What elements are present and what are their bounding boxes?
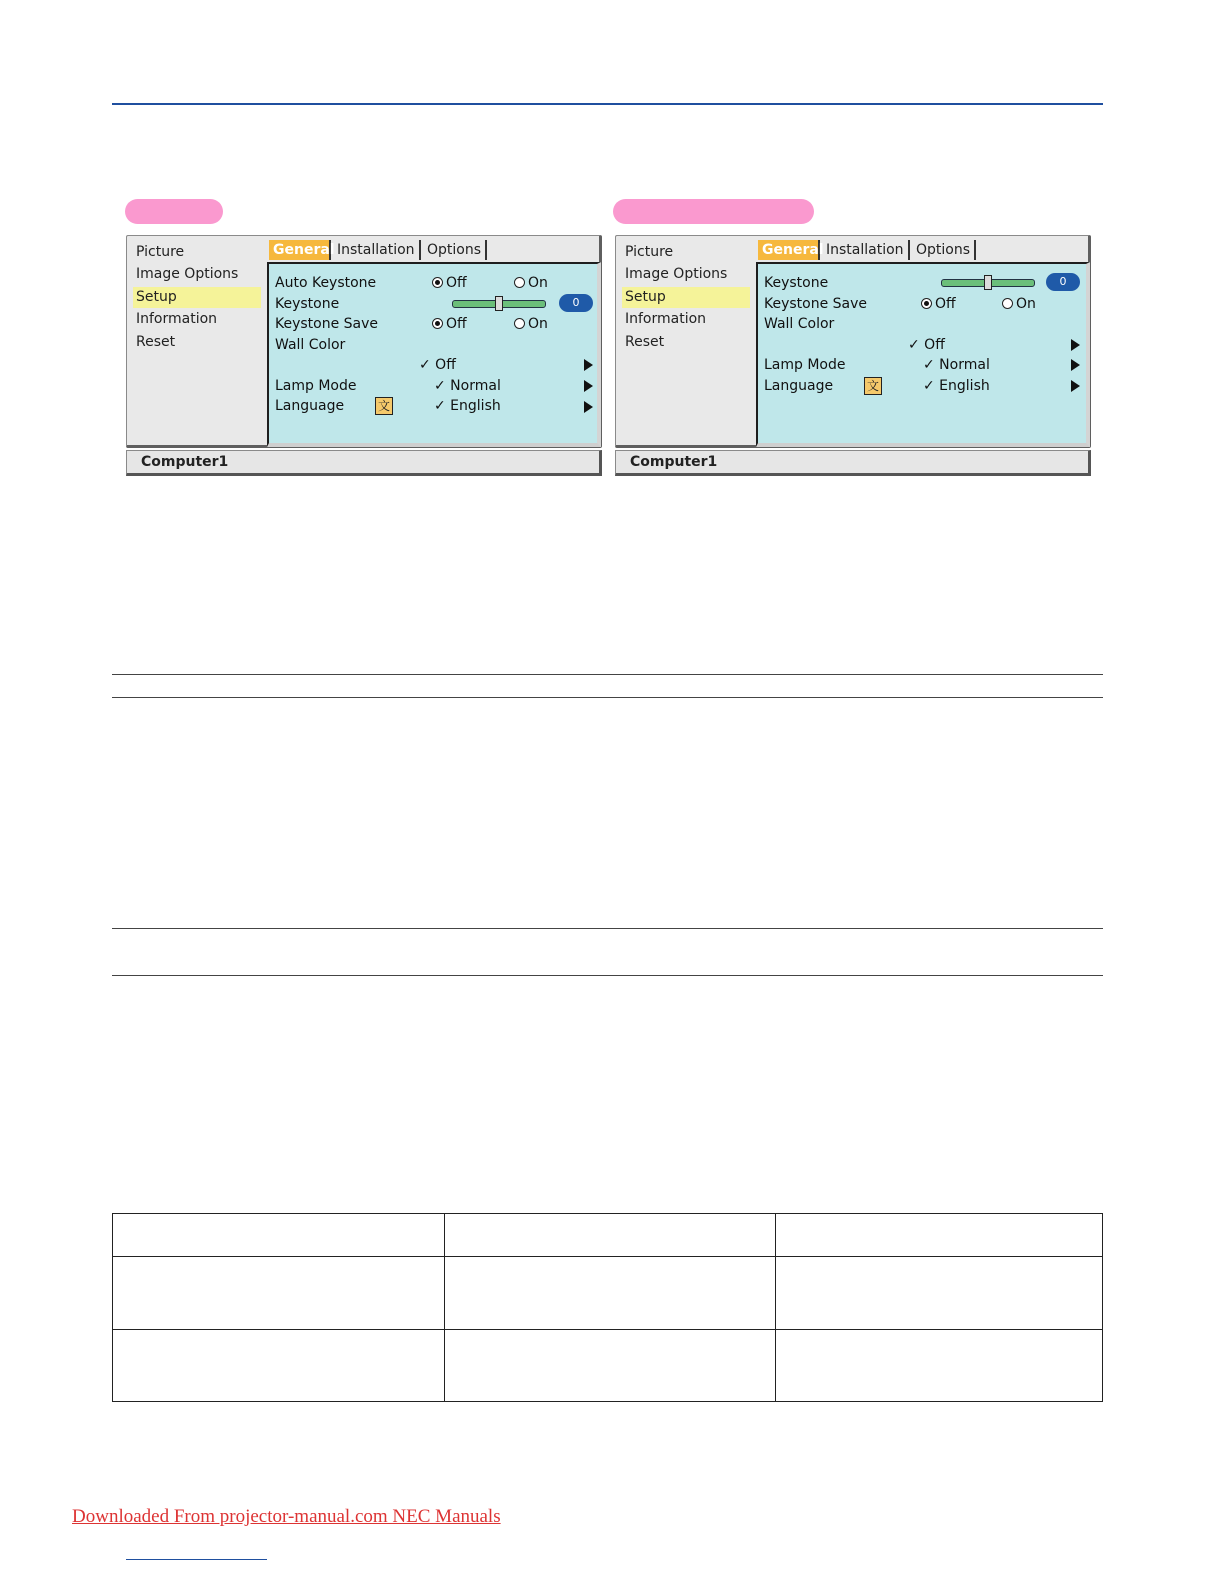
header-rule: [112, 103, 1103, 105]
auto-keystone-on-option[interactable]: [514, 274, 548, 292]
settings-panel: [756, 262, 1090, 447]
option-label: On: [528, 316, 548, 332]
table-row: [113, 1330, 1103, 1402]
radio-selected-icon: [432, 318, 443, 329]
radio-unselected-icon: [1002, 298, 1013, 309]
section-rule: [112, 975, 1103, 976]
radio-unselected-icon: [514, 277, 525, 288]
info-table: [112, 1213, 1103, 1402]
keystone-slider-thumb[interactable]: [495, 296, 503, 311]
tab-installation[interactable]: Installation: [822, 240, 910, 260]
language-label: Language: [275, 398, 345, 414]
osd-screenshot-left: [126, 235, 602, 477]
menu-item-image-options[interactable]: Image Options: [136, 266, 239, 282]
auto-keystone-off-option[interactable]: [432, 274, 467, 292]
footer-rule: [126, 1559, 267, 1560]
radio-selected-icon: [921, 298, 932, 309]
section-rule: [112, 697, 1103, 698]
tab-options[interactable]: Options: [423, 240, 487, 260]
tab-general[interactable]: General: [269, 240, 331, 260]
auto-keystone-label: Auto Keystone: [275, 275, 377, 291]
triangle-right-icon[interactable]: [1071, 339, 1080, 351]
figure-label-right: [613, 199, 814, 224]
keystone-label: Keystone: [764, 275, 829, 291]
table-cell: [113, 1257, 445, 1330]
triangle-right-icon[interactable]: [584, 359, 593, 371]
keystone-save-off-option[interactable]: [432, 315, 467, 333]
osd-frame: [615, 235, 1091, 448]
table-cell: [445, 1257, 776, 1330]
keystone-save-label: Keystone Save: [275, 316, 379, 332]
table-cell: [776, 1330, 1103, 1402]
option-label: Off: [446, 275, 467, 291]
menu-item-information[interactable]: Information: [136, 311, 218, 327]
figure-label-left: [125, 199, 223, 224]
lamp-mode-label: Lamp Mode: [764, 357, 846, 373]
table-cell: [113, 1330, 445, 1402]
keystone-value-badge: 0: [559, 294, 593, 312]
option-label: On: [1016, 296, 1036, 312]
language-value[interactable]: ✓ English: [434, 398, 501, 414]
wall-color-value[interactable]: ✓ Off: [419, 357, 456, 373]
menu-item-reset[interactable]: Reset: [625, 334, 665, 350]
tab-installation[interactable]: Installation: [333, 240, 421, 260]
keystone-value-badge: 0: [1046, 273, 1080, 291]
menu-item-image-options[interactable]: Image Options: [625, 266, 728, 282]
section-rule: [112, 928, 1103, 929]
option-label: Off: [446, 316, 467, 332]
triangle-right-icon[interactable]: [584, 380, 593, 392]
language-icon: 文: [864, 377, 882, 395]
triangle-right-icon[interactable]: [1071, 359, 1080, 371]
settings-panel: [267, 262, 601, 447]
keystone-save-off-option[interactable]: [921, 295, 956, 313]
wall-color-value[interactable]: ✓ Off: [908, 337, 945, 353]
keystone-save-on-option[interactable]: [1002, 295, 1036, 313]
lamp-mode-value[interactable]: ✓ Normal: [434, 378, 501, 394]
menu-item-setup[interactable]: Setup: [133, 287, 261, 308]
status-bar: Computer1: [615, 450, 1091, 476]
menu-item-picture[interactable]: Picture: [625, 244, 674, 260]
triangle-right-icon[interactable]: [584, 401, 593, 413]
tab-options[interactable]: Options: [912, 240, 976, 260]
osd-frame: [126, 235, 602, 448]
table-cell: [445, 1214, 776, 1257]
tab-general[interactable]: General: [758, 240, 820, 260]
menu-item-reset[interactable]: Reset: [136, 334, 176, 350]
wall-color-label: Wall Color: [275, 337, 346, 353]
radio-selected-icon: [432, 277, 443, 288]
menu-item-picture[interactable]: Picture: [136, 244, 185, 260]
osd-screenshot-right: [615, 235, 1091, 477]
lamp-mode-value[interactable]: ✓ Normal: [923, 357, 990, 373]
language-value[interactable]: ✓ English: [923, 378, 990, 394]
keystone-save-on-option[interactable]: [514, 315, 548, 333]
lamp-mode-label: Lamp Mode: [275, 378, 357, 394]
table-cell: [445, 1330, 776, 1402]
language-icon: 文: [375, 397, 393, 415]
triangle-right-icon[interactable]: [1071, 380, 1080, 392]
table-row: [113, 1257, 1103, 1330]
wall-color-label: Wall Color: [764, 316, 835, 332]
keystone-label: Keystone: [275, 296, 340, 312]
language-label: Language: [764, 378, 834, 394]
table-cell: [113, 1214, 445, 1257]
table-cell: [776, 1257, 1103, 1330]
menu-item-setup[interactable]: Setup: [622, 287, 750, 308]
download-source-link[interactable]: Downloaded From projector-manual.com NEC Manuals: [72, 1506, 501, 1527]
table-cell: [776, 1214, 1103, 1257]
menu-item-information[interactable]: Information: [625, 311, 707, 327]
table-row: [113, 1214, 1103, 1257]
section-rule: [112, 674, 1103, 675]
radio-unselected-icon: [514, 318, 525, 329]
status-bar: Computer1: [126, 450, 602, 476]
keystone-save-label: Keystone Save: [764, 296, 868, 312]
keystone-slider-thumb[interactable]: [984, 275, 992, 290]
option-label: On: [528, 275, 548, 291]
option-label: Off: [935, 296, 956, 312]
